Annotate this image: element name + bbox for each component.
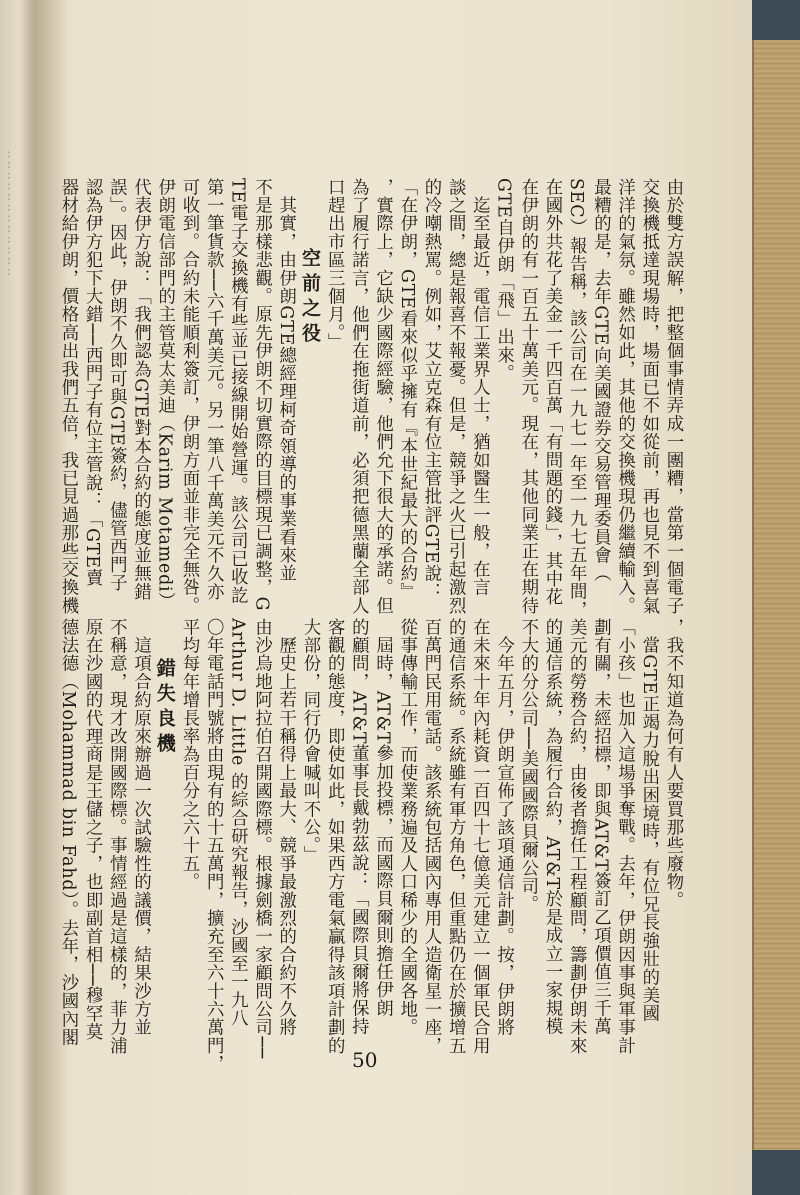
text-column: 代表伊方說：「我們認為GTE對本合約的態度並無錯 [130,178,151,601]
text-column: 不是那樣悲觀。原先伊朗不切實際的目標現已調整，G [251,178,272,612]
text-column: 不大的分公司──美國國際貝爾公司。 [517,618,538,914]
text-column: 由沙烏地阿拉伯召開國際標。根據劍橋一家顧問公司── [251,618,272,1060]
text-column: 在伊朗的有一百五十萬美元。現在，其他同業正在期待 [517,178,538,615]
text-column: 歷史上若干稱得上最大、競爭最激烈的合約不久將 [275,618,296,1037]
text-column: 平均每年增長率為百分之六十五。 [178,618,199,891]
text-column: 迄至最近，電信工業界人士，猶如醫生一般，在言 [469,178,490,597]
text-column: 第一筆貨款──六千萬美元。另一筆八千萬美元不久亦 [203,178,224,601]
text-column: 屆時，AT&T參加投標，而國際貝爾則擔任伊朗 [372,618,393,1018]
section-heading: 錯失良機 [153,658,176,758]
text-column: 從事傳輸工作，而使業務遍及人口稀少的全國各地。 [396,618,417,1037]
text-column: 其實，由伊朗GTE總經理柯奇領導的事業看來並 [275,178,296,583]
text-column: TE電子交換機有些並已接線開始營運。該公司已收訖 [227,178,248,605]
text-column: 劃有關，未經招標，即與AT&T簽訂乙項價值三千萬 [590,618,611,1036]
text-column: ，實際上，它缺少國際經驗，他們允下很大的承諾。但 [372,178,393,615]
text-column: ，我不知道為何有人要買那些廢物。 [663,618,683,910]
text-column: 的冷嘲熱罵。例如，艾立克森有位主管批評GTE說： [420,178,441,601]
text-column: 百萬門民用電話。該系統包括國內專用人造衛星一座， [420,618,441,1055]
text-column: 口趕出市區三個月。」 [324,178,345,352]
text-column: 當GTE正竭力脫出困境時，有位兄長強壯的美國 [638,618,659,1023]
text-column: 為了履行諾言，他們在拖街道前，必須把德黑蘭全部人 [348,178,369,615]
page-number: 50 [352,1048,378,1072]
cover-top [752,0,800,40]
text-column: 在未來十年內耗資一百四十七億美元建立一個軍民合用 [469,618,490,1055]
text-column: 由於雙方誤解，把整個事情弄成一團糟，當第一個電子 [663,178,683,615]
text-column: 「小孩」也加入這場爭奪戰。去年，伊朗因事與軍事計 [614,618,635,1055]
text-column: 伊朗電信部門的主管莫太美迪（Karim Motamedi） [154,178,175,611]
text-column: 洋洋的氣氛。雖然如此，其他的交換機現仍繼續輸入。 [614,178,635,615]
text-column: 的通信系統，為履行合約，AT&T於是成立一家規模 [541,618,562,1036]
text-column: 大部份，同行仍會喊叫不公。」 [299,618,320,865]
text-column: 談之間，總是報喜不報憂。但是，競爭之火已引起激烈 [445,178,466,615]
text-column: 在國外共花了美金一千四百萬「有問題的錢」，其中花 [541,178,562,607]
text-column: 誤」。因此，伊朗不久即可與GTE簽約，儘管西門子 [106,178,127,593]
text-column: 的通信系統。系統雖有軍方角色，但重點仍在於擴增五 [445,618,466,1055]
upper-text-block [57,178,685,619]
text-column: 客觀的態度，即使如此，如果西方電氣贏得該項計劃的 [324,618,345,1055]
text-column: 認為伊方犯下大錯──西門子有位主管說：「GTE賣 [82,178,103,587]
text-column: 器材給伊朗，價格高出我們五倍，我已見過那些交換機 [57,178,78,615]
text-column: 可收到。合約未能順利簽訂，伊朗方面並非完全無咎。 [178,178,199,615]
text-column: 〇年電話門號將由現有的十五萬門，擴充至六十六萬門， [203,618,224,1073]
text-column: 的顧問，AT&T董事長戴勃茲說：「國際貝爾將保持 [348,618,369,1036]
text-column: 今年五月，伊朗宣佈了該項通信計劃。按，伊朗將 [493,618,514,1037]
text-column: Arthur D. Little 的綜合研究報告，沙國至一九八 [227,618,248,1028]
left-page-edge [0,0,34,1195]
text-column: 德法德（Mohammad bin Fahd）。去年，沙國內閣 [57,618,78,1047]
text-column: 最糟的是，去年GTE向美國證券交易管理委員會（ [590,178,611,583]
left-page-bleed-text: ‥‥‥‥‥‥‥‥‥‥‥‥ [4,150,19,279]
text-column: 這項合約原來辦過一次試驗性的議價，結果沙方並 [130,618,151,1037]
text-column: 美元的勞務合約，由後者擔任工程顧問，籌劃伊朗未來 [566,618,587,1055]
text-column: 交換機抵達現場時，場面已不如從前，再也見不到喜氣 [638,178,659,615]
text-column: 原在沙國的代理商是王儲之子，也即副首相──穆罕莫 [82,618,103,1041]
cover-bottom [752,1150,800,1195]
text-column: GTE自伊朗「飛」出來。 [493,178,514,383]
text-column: SEC）報告稱，該公司在一九七一年至一九七五年間， [566,178,587,619]
text-column: 「在伊朗，GTE看來似乎擁有『本世紀最大的合約』 [396,178,417,601]
section-heading: 空前之役 [298,248,321,348]
page-stack-edge [752,40,800,1150]
text-column: 不稱意，現才改開國際標。事情經過是這樣的，菲力浦 [106,618,127,1055]
